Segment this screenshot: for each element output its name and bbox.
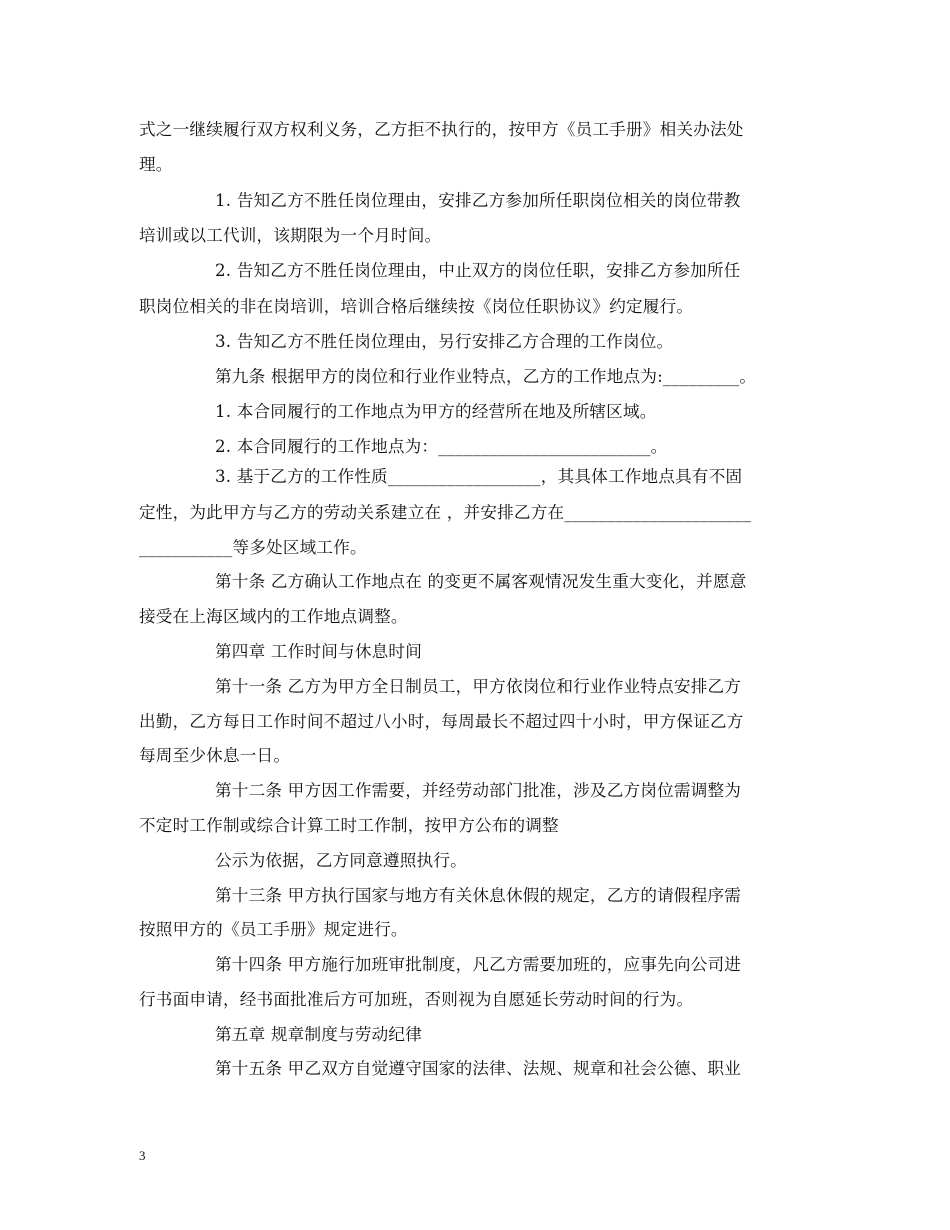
text-line: 式之一继续履行双方权利义务，乙方拒不执行的，按甲方《员工手册》相关办法处 bbox=[139, 120, 744, 139]
text-line: 1. 本合同履行的工作地点为甲方的经营所在地及所辖区域。 bbox=[215, 402, 657, 421]
text-line: 2. 告知乙方不胜任岗位理由，中止双方的岗位任职，安排乙方参加所任 bbox=[215, 261, 741, 280]
text-line: 定性，为此甲方与乙方的劳动关系建立在 ，并安排乙方在______________________ bbox=[139, 503, 752, 522]
text-line: 3. 告知乙方不胜任岗位理由，另行安排乙方合理的工作岗位。 bbox=[215, 332, 674, 351]
text-line: 第十一条 乙方为甲方全日制员工，甲方依岗位和行业作业特点安排乙方 bbox=[215, 677, 742, 696]
text-line: 第十五条 甲乙双方自觉遵守国家的法律、法规、规章和社会公德、职业 bbox=[215, 1059, 742, 1078]
page-number: 3 bbox=[139, 1148, 146, 1163]
text-line: 培训或以工代训，该期限为一个月时间。 bbox=[139, 226, 442, 245]
chapter-heading: 第五章 规章制度与劳动纪律 bbox=[215, 1025, 422, 1044]
text-line: 3. 基于乙方的工作性质__________________，其具体工作地点具有不固 bbox=[215, 467, 743, 486]
text-line: 行书面申请，经书面批准后方可加班，否则视为自愿延长劳动时间的行为。 bbox=[139, 990, 694, 1009]
text-line: 出勤，乙方每日工作时间不超过八小时，每周最长不超过四十小时，甲方保证乙方 bbox=[139, 712, 744, 731]
text-line: 1. 告知乙方不胜任岗位理由，安排乙方参加所任职岗位相关的岗位带教 bbox=[215, 191, 741, 210]
chapter-heading: 第四章 工作时间与休息时间 bbox=[215, 642, 422, 661]
text-line: ___________等多处区域工作。 bbox=[139, 538, 367, 557]
text-line: 接受在上海区域内的工作地点调整。 bbox=[139, 607, 408, 626]
text-line: 职岗位相关的非在岗培训，培训合格后继续按《岗位任职协议》约定履行。 bbox=[139, 297, 694, 316]
text-line: 第十四条 甲方施行加班审批制度，凡乙方需要加班的，应事先向公司进 bbox=[215, 955, 742, 974]
text-line: 第十三条 甲方执行国家与地方有关休息休假的规定，乙方的请假程序需 bbox=[215, 886, 742, 905]
text-line: 第十二条 甲方因工作需要，并经劳动部门批准，涉及乙方岗位需调整为 bbox=[215, 781, 742, 800]
text-line: 第十条 乙方确认工作地点在 的变更不属客观情况发生重大变化，并愿意 bbox=[215, 572, 747, 591]
text-line: 理。 bbox=[139, 155, 173, 174]
text-line: 不定时工作制或综合计算工时工作制，按甲方公布的调整 bbox=[139, 816, 559, 835]
text-line: 公示为依据，乙方同意遵照执行。 bbox=[215, 851, 467, 870]
text-line: 每周至少休息一日。 bbox=[139, 746, 291, 765]
text-line: 第九条 根据甲方的岗位和行业作业特点，乙方的工作地点为:_________。 bbox=[215, 367, 757, 386]
text-line: 按照甲方的《员工手册》规定进行。 bbox=[139, 920, 408, 939]
text-line: 2. 本合同履行的工作地点为：_________________________。 bbox=[215, 437, 668, 456]
